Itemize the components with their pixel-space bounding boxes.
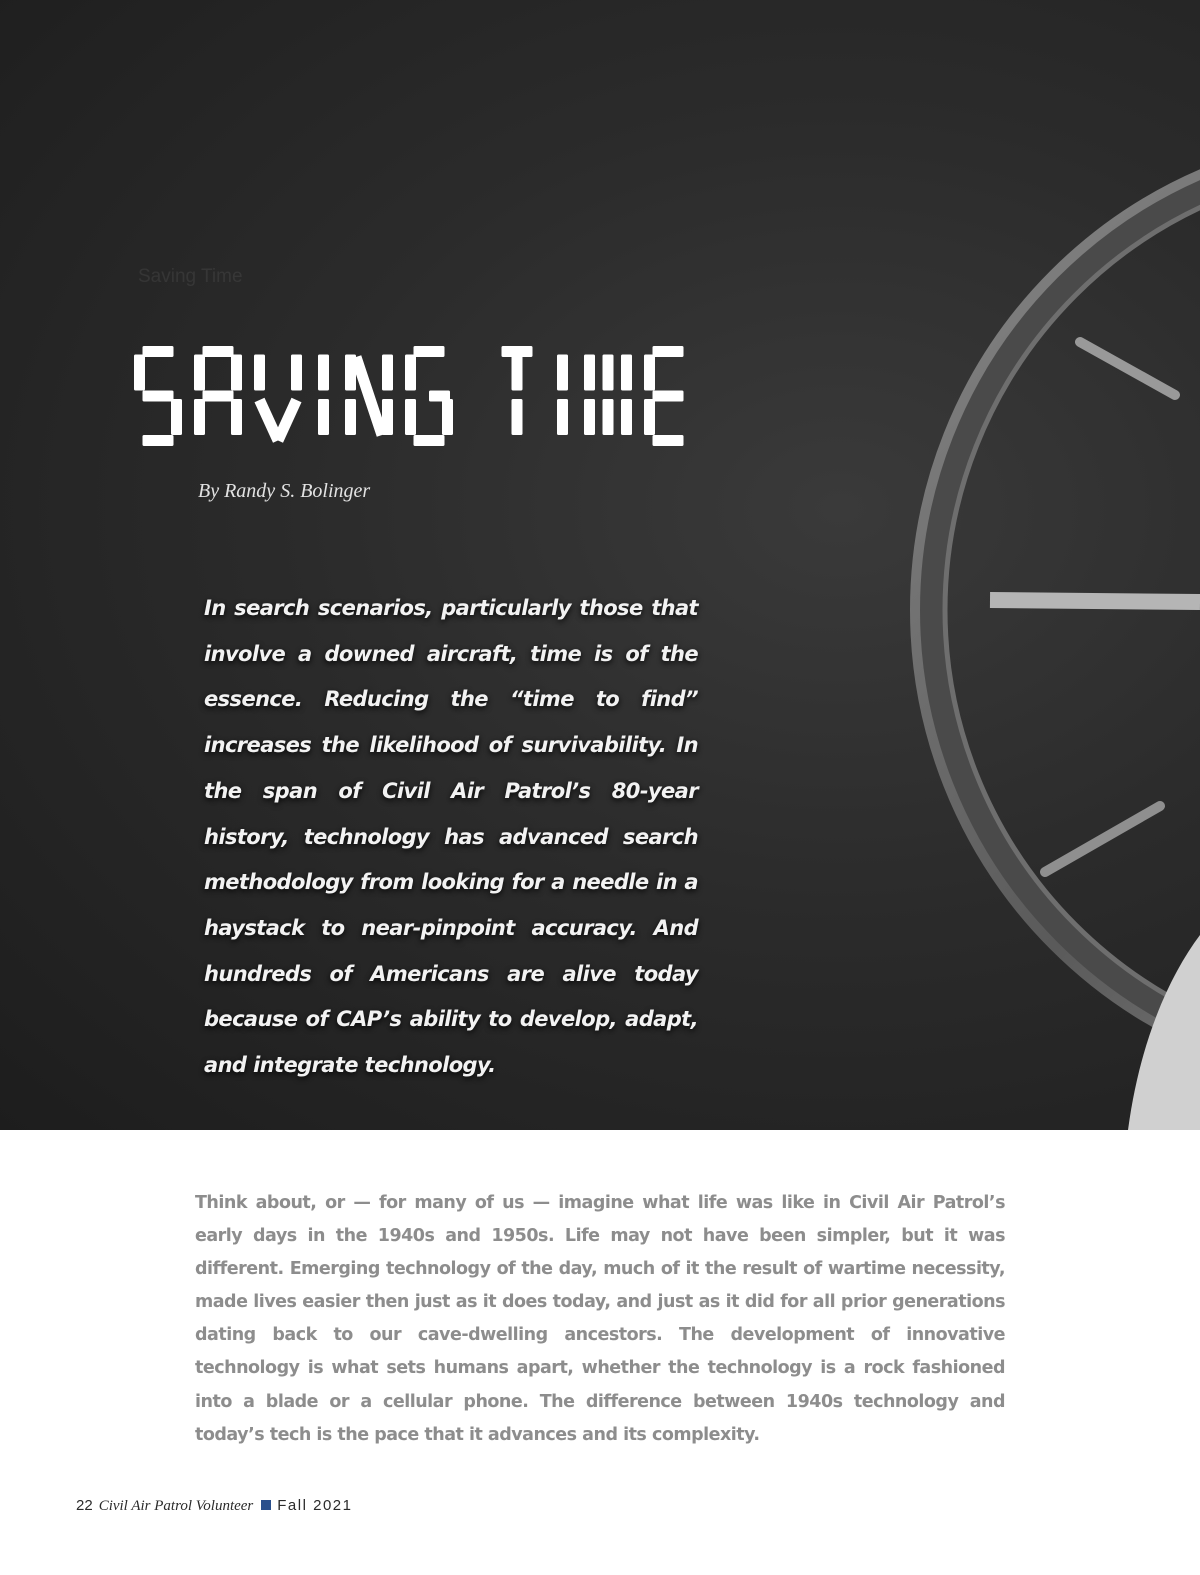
title-segment	[653, 391, 684, 402]
title-letter-v	[254, 355, 302, 441]
title-segment	[143, 391, 174, 402]
page-number: 22	[76, 1497, 93, 1514]
title-segment	[291, 355, 302, 391]
title-segment	[584, 355, 595, 391]
title-segment	[584, 399, 595, 435]
page-footer	[76, 1496, 352, 1515]
title-letter-i	[318, 355, 329, 436]
title-segment	[171, 399, 182, 435]
square-bullet-icon	[261, 1500, 271, 1510]
title-segment	[557, 399, 568, 435]
title-segment	[318, 399, 329, 435]
title-segment	[194, 399, 205, 435]
title-segment	[414, 435, 445, 446]
title-segment	[382, 355, 393, 391]
title-segment	[231, 399, 242, 435]
title-segment	[644, 355, 655, 391]
title-segment	[557, 355, 568, 391]
title-letter-n	[345, 355, 393, 436]
title-letter-i	[557, 355, 568, 436]
title-segment	[254, 355, 265, 391]
ghost-title-label: Saving Time	[138, 266, 243, 287]
title-segment	[414, 346, 445, 357]
clock-face-icon	[915, 135, 1200, 1130]
lede-paragraph: In search scenarios, particularly those that involve a downed aircraft, time is of the essence. Reducing the “time to find” increases the likelihood of survivability. In the span of Civil Air Patrol’s 80-year history, technology has advanced search methodology from looking for a needle in a haystack to near-pinpoint accuracy. And hundreds of Americans are alive today because of CAP’s ability to develop, adapt, and integrate technology.	[204, 596, 698, 1078]
byline: By Randy S. Bolinger	[198, 480, 371, 502]
title-segment	[345, 399, 356, 435]
title-segment	[653, 435, 684, 446]
article-title	[134, 346, 784, 455]
title-letter-g	[405, 346, 453, 446]
title-segment	[512, 355, 523, 391]
title-segment	[512, 399, 523, 435]
title-segment	[194, 355, 205, 391]
title-segment	[203, 346, 234, 357]
title-segment	[644, 399, 655, 435]
title-segment	[405, 355, 416, 391]
title-segment	[603, 355, 614, 391]
title-letter-m	[584, 355, 632, 436]
title-segment	[603, 399, 614, 435]
title-segment	[143, 435, 174, 446]
title-segment	[621, 399, 632, 435]
title-letter-a	[194, 346, 242, 435]
title-letter-s	[134, 346, 182, 446]
title-segment	[134, 355, 145, 391]
title-segment	[356, 357, 382, 435]
issue-date: Fall 2021	[277, 1497, 353, 1514]
magazine-name: Civil Air Patrol Volunteer	[98, 1498, 254, 1514]
article-title-lettering	[134, 346, 784, 451]
title-letter-e	[644, 346, 684, 446]
title-segment	[621, 355, 632, 391]
title-letter-t	[502, 346, 533, 435]
title-segment	[318, 355, 329, 391]
title-segment	[278, 400, 297, 441]
title-segment	[203, 391, 234, 402]
body-paragraph: Think about, or — for many of us — imagine what life was like in Civil Air Patrol’s early days in the 1940s and 1950s. Life may not have been simpler, but it was different. Emerging technology of the day, much of it the result of wartime necessity, made lives easier then just as it does today, and just as it did for all prior generations dating back to our cave-dwelling ancestors. The development of innovative technology is what sets humans apart, whether the technology is a rock fashioned into a blade or a cellular phone. The difference between 1940s technology and today’s tech is the pace that it advances and its complexity.	[195, 1193, 1005, 1445]
title-segment	[231, 355, 242, 391]
title-segment	[405, 399, 416, 435]
title-segment	[429, 391, 450, 402]
title-segment	[442, 399, 453, 435]
title-segment	[143, 346, 174, 357]
title-segment	[653, 346, 684, 357]
